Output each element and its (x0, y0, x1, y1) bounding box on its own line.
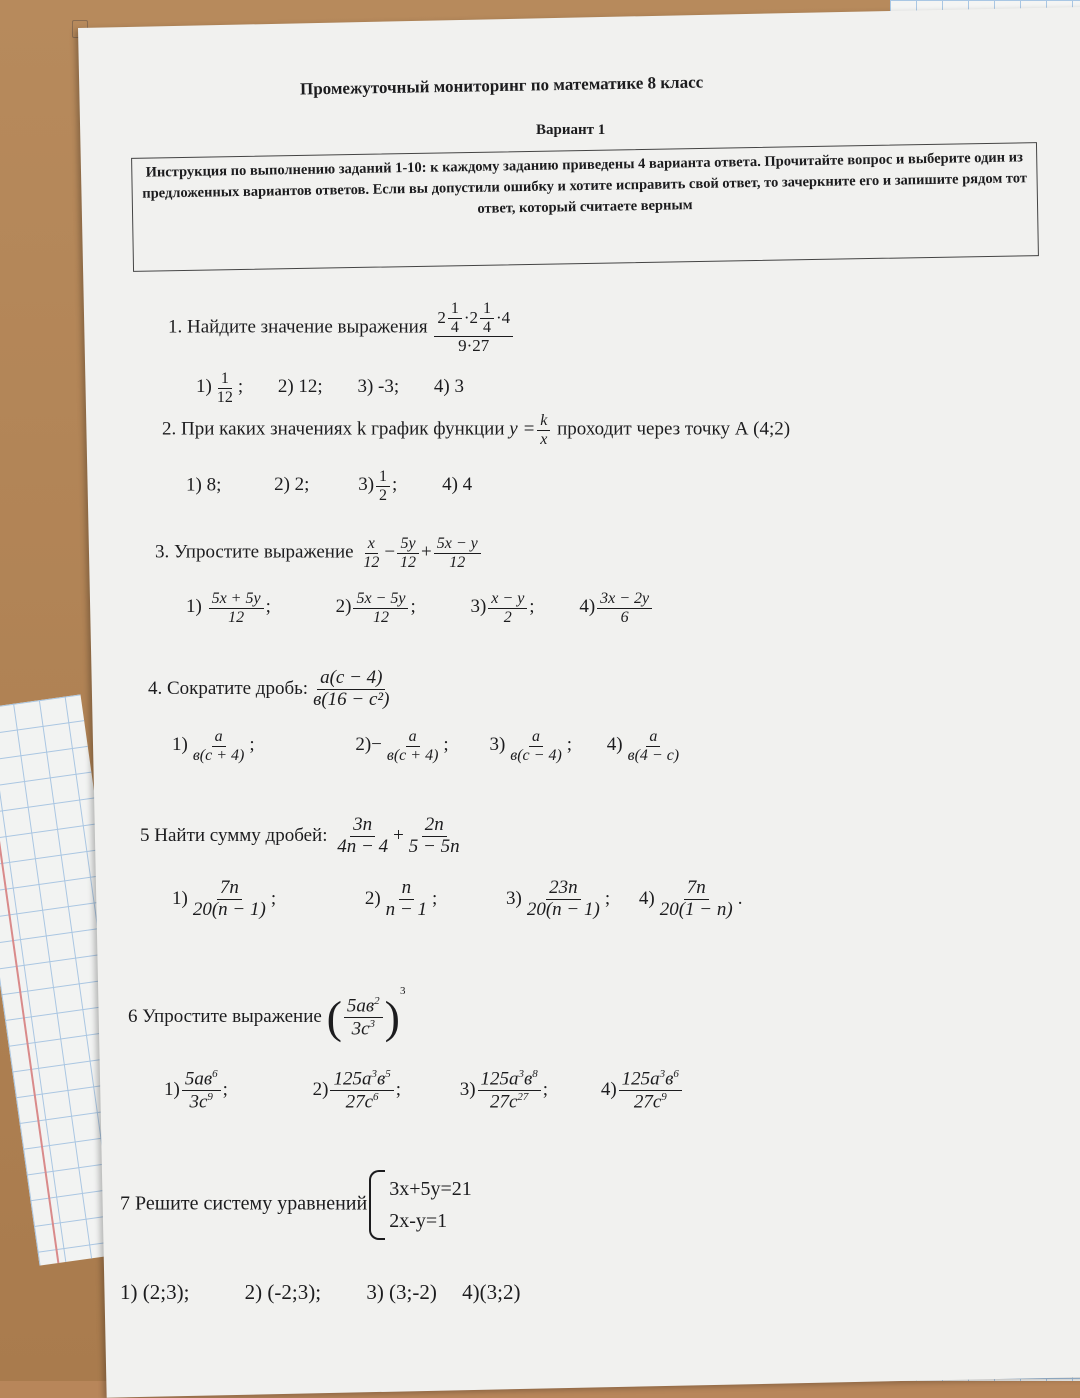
q5-op: + (393, 824, 404, 846)
q3-op-2: + (421, 541, 432, 563)
question-5 (140, 815, 465, 858)
answer-1-1[interactable]: 1) $\frac{1}{12}$ ; (196, 370, 244, 406)
expr-denominator: 9·27 (458, 336, 490, 356)
answer-3-2[interactable]: 2) $\frac{5x - 5y}{12}$ ; (335, 590, 416, 626)
worksheet-title: Промежуточный мониторинг по математике 8 класс (299, 72, 704, 99)
answer-5-4[interactable]: 4) $\frac{7n}{20(1 - n)}$ . (638, 877, 743, 920)
question-2-text-after: проходит через точку А (4;2) (557, 418, 791, 440)
answer-3-4[interactable]: 4) $\frac{3x - 2y}{6}$ (579, 596, 654, 617)
instruction-text: Инструкция по выполнению заданий 1-10: к каждому заданию приведены 4 варианта ответа. Прочитайте вопрос и выберите один из предложенных вариантов ответов. Если вы допустили ошибку и хотите исправить свой ответ, то зачеркните его и запишите рядом тот ответ, который считаете верным (142, 149, 1028, 217)
expr-mixed-fraction-2: $\frac{1}{4}$ (480, 300, 494, 336)
equation-1: 3x+5y=21 (389, 1178, 472, 1200)
question-1 (168, 300, 515, 356)
q3-op-1: − (384, 541, 396, 563)
question-4-answers (172, 728, 684, 764)
system-brace (369, 1170, 385, 1240)
question-1-expression (434, 300, 513, 356)
question-6 (128, 985, 405, 1041)
q6-fraction: $\frac{5ав^2}{3c^3}$ (344, 995, 383, 1040)
question-4 (148, 668, 394, 711)
answer-5-2[interactable]: 2) $\frac{n}{n - 1}$ ; (364, 877, 438, 920)
answer-5-3[interactable]: 3) $\frac{23n}{20(n - 1)}$ ; (506, 877, 611, 920)
answer-5-1[interactable]: 1) $\frac{7n}{20(n - 1)}$ ; (172, 877, 277, 920)
expr-mid: ·4 (495, 307, 511, 327)
question-5-answers (172, 878, 742, 921)
q4-fraction: $\frac{a(c - 4)}{\text{в(16 − c²)}}$ (313, 667, 390, 710)
question-1-text: 1. Найдите значение выражения (168, 316, 428, 338)
question-2-answers (186, 468, 472, 504)
answer-4-4[interactable]: 4) $\frac{a}{в(4 - c)}$ (606, 728, 680, 764)
answer-6-4[interactable]: 4) $\frac{125a^3в^6}{27c^9}$ (601, 1079, 684, 1100)
answer-4-3[interactable]: 3) $\frac{a}{в(c - 4)}$ ; (489, 728, 573, 764)
q3-term-2: $\frac{5y}{12}$ (397, 535, 419, 571)
answer-7-2[interactable]: 2) (-2;3); (244, 1280, 322, 1304)
answer-1-3[interactable]: 3) -3; (357, 376, 400, 398)
question-4-text: 4. Сократите дробь: (148, 677, 309, 699)
question-2 (162, 412, 790, 448)
answer-7-4[interactable]: 4)(3;2) (462, 1280, 521, 1304)
answer-6-2[interactable]: 2) $\frac{125a^3в^5}{27c^6}$ ; (312, 1068, 401, 1113)
answer-2-3[interactable]: 3) $\frac{1}{2}$ ; (358, 468, 398, 504)
instruction-box (131, 142, 1039, 272)
open-paren: ( (326, 991, 342, 1043)
question-5-text: 5 Найти сумму дробей: (140, 824, 328, 846)
answer-3-1[interactable]: 1) $\frac{5x + 5y}{12}$ ; (186, 590, 271, 626)
question-7-answers (120, 1280, 520, 1305)
answer-7-3[interactable]: 3) (3;-2) (366, 1280, 437, 1304)
function-prefix: y = (509, 418, 536, 440)
answer-1-2[interactable]: 2) 12; (277, 376, 323, 398)
question-7-text: 7 Решите систему уравнений (120, 1192, 368, 1215)
question-2-text: 2. При каких значениях k график функции (162, 418, 505, 440)
outer-exponent: 3 (399, 985, 406, 997)
answer-1-4[interactable]: 4) 3 (433, 376, 464, 398)
close-paren: ) (384, 991, 400, 1043)
question-6-answers (164, 1068, 684, 1113)
q5-term-2: $\frac{2n}{5 - 5n}$ (408, 814, 460, 857)
answer-2-2[interactable]: 2) 2; (274, 474, 310, 496)
answer-3-3[interactable]: 3) $\frac{x - y}{2}$ ; (470, 590, 535, 626)
q3-term-1: $\frac{x}{12}$ (363, 535, 380, 571)
question-3-text: 3. Упростите выражение (155, 541, 354, 563)
q3-term-3: $\frac{5x - y}{12}$ (434, 535, 481, 571)
answer-2-4[interactable]: 4) 4 (442, 474, 473, 496)
question-1-answers (196, 370, 464, 406)
equation-system (389, 1173, 472, 1237)
q5-term-1: $\frac{3n}{4n - 4}$ (337, 814, 389, 857)
variant-label: Вариант 1 (536, 122, 606, 138)
answer-2-1[interactable]: 1) 8; (186, 474, 222, 496)
question-7 (120, 1170, 472, 1240)
question-3-answers (186, 590, 654, 626)
answer-7-1[interactable]: 1) (2;3); (120, 1280, 190, 1304)
expr-whole: 2 (437, 307, 446, 327)
answer-6-1[interactable]: 1) $\frac{5ав^6}{3c^9}$ ; (164, 1068, 228, 1113)
expr-dot: ·2 (463, 307, 478, 327)
equation-2: 2x-y=1 (389, 1210, 448, 1232)
expr-mixed-fraction: $\frac{1}{4}$ (448, 300, 462, 336)
answer-4-1[interactable]: 1) $\frac{a}{в(c + 4)}$ ; (172, 728, 255, 764)
function-fraction: $\frac{k}{x}$ (537, 412, 550, 448)
answer-6-3[interactable]: 3) $\frac{125a^3в^8}{27c^{27}}$ ; (459, 1068, 549, 1113)
question-6-text: 6 Упростите выражение (128, 1006, 322, 1027)
answer-4-2[interactable]: 2)− $\frac{a}{в(c + 4)}$ ; (355, 728, 449, 764)
question-3 (155, 535, 483, 571)
